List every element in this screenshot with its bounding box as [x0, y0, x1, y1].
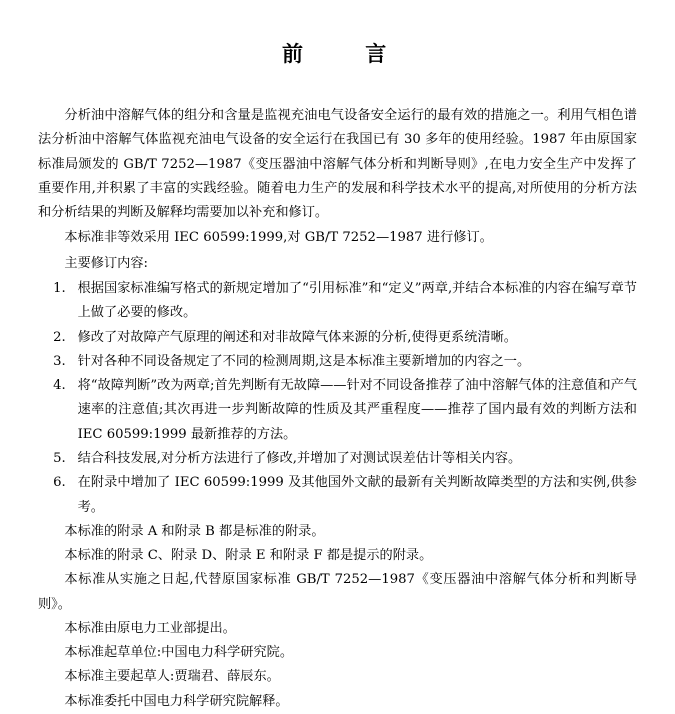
list-item-number: 5.: [53, 450, 66, 466]
list-item: [38, 471, 637, 520]
paragraph-interpretation: 本标准委托中国电力科学研究院解释。: [64, 693, 289, 709]
paragraph-drafting-unit: 本标准起草单位:中国电力科学研究院。: [64, 645, 294, 661]
list-item-text: 在附录中增加了 IEC 60599:1999 及其他国外文献的最新有关判断故障类型的方法和实例,供参考。: [77, 475, 637, 515]
list-item: [38, 447, 637, 471]
paragraph-intro: 分析油中溶解气体的组分和含量是监视充油电气设备安全运行的最有效的措施之一。利用气相色谱法分析油中溶解气体监视充油电气设备的安全运行在我国已有 30 多年的使用经验。1987 年由原国家标准局颁发的 GB/T 7252—1987《变压器油中溶解气体分析和判断导则》,在电力安全生产中发挥了重要作用,并积累了丰富的实践经验。随着电力生产的发展和科学技术水平的提高,对所使用的分析方法和分析结果的判断及解释均需要加以补充和修订。: [38, 108, 637, 221]
paragraph-adoption: 本标准非等效采用 IEC 60599:1999,对 GB/T 7252—1987 进行修订。: [64, 230, 493, 246]
closing-paragraphs: [38, 520, 637, 714]
list-item-text: 结合科技发展,对分析方法进行了修改,并增加了对测试误差估计等相关内容。: [77, 450, 522, 466]
page-title: 前 言: [282, 41, 393, 66]
paragraph-annex-cdef: 本标准的附录 C、附录 D、附录 E 和附录 F 都是提示的附录。: [64, 548, 433, 564]
document-page: [0, 38, 675, 709]
list-item: [38, 326, 637, 350]
list-item: [38, 277, 637, 326]
list-item-text: 修改了对故障产气原理的阐述和对非故障气体来源的分析,使得更系统清晰。: [77, 329, 517, 345]
revision-items-list: [38, 277, 637, 520]
list-item: [38, 350, 637, 374]
list-item-number: 6.: [53, 475, 66, 491]
list-item-number: 4.: [53, 378, 66, 394]
paragraph-replaces: 本标准从实施之日起,代替原国家标准 GB/T 7252—1987《变压器油中溶解气体分析和判断导则》。: [38, 572, 637, 612]
list-item-text: 针对各种不同设备规定了不同的检测周期,这是本标准主要新增加的内容之一。: [77, 353, 531, 369]
list-item-text: 根据国家标准编写格式的新规定增加了“引用标准”和“定义”两章,并结合本标准的内容在编写章节上做了必要的修改。: [77, 280, 637, 321]
paragraph-revision-heading: 主要修订内容:: [64, 255, 148, 271]
list-item-text: 将“故障判断”改为两章;首先判断有无故障——针对不同设备推荐了油中溶解气体的注意值和产气速率的注意值;其次再进一步判断故障的性质及其严重程度——推荐了国内最有效的判断方法和 IEC 60599:1999 最新推荐的方法。: [77, 378, 637, 442]
list-item-number: 3.: [53, 353, 66, 369]
paragraph-proposed-by: 本标准由原电力工业部提出。: [64, 620, 236, 636]
list-item: [38, 374, 637, 447]
list-item-number: 1.: [53, 280, 66, 296]
paragraph-annex-ab: 本标准的附录 A 和附录 B 都是标准的附录。: [64, 523, 325, 539]
list-item-number: 2.: [53, 329, 66, 345]
paragraph-main-drafters: 本标准主要起草人:贾瑞君、薛辰东。: [64, 669, 280, 685]
